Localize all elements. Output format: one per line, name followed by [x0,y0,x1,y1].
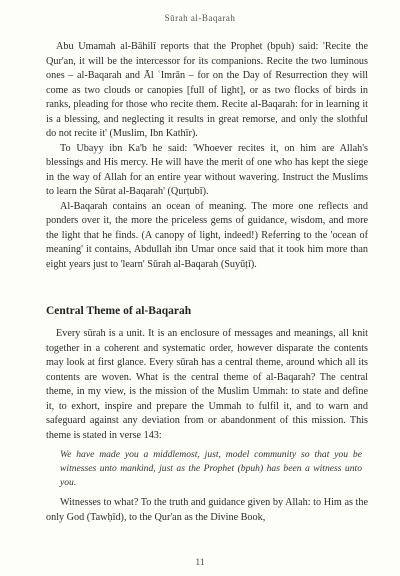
paragraph-ocean-of-meaning: Al-Baqarah contains an ocean of meaning. The more one reflects and ponders over it, the more the priceless gems of guidance, wisdom, and more the light that he finds. (A canopy of light, indeed!) Referring to the 'ocean of meaning' it contains, Abdullah ibn Umar once said that it took him more than eight years just to 'learn' Sūrah al-Baqarah (Suyūṭī). [46,200,368,270]
section-heading: Central Theme of al-Baqarah [46,305,192,317]
page-number: 11 [195,558,205,568]
verse-quotation: We have made you a middlemost, just, model community so that you be witnesses unto mankind, just as the Prophet (bpuh) has been a witness unto you. [60,449,362,488]
paragraph-hadith-ubayy: To Ubayy ibn Ka'b he said: 'Whoever recites it, on him are Allah's blessings and His mercy. He will have the merit of one who has kept the siege in the way of Allah for an entire year without wavering. Instruct the Muslims to learn the Sūrat al-Baqarah' (Qurṭubī). [46,142,368,197]
paragraph-witnesses: Witnesses to what? To the truth and guidance given by Allah: to Him as the only God (Tawḥīd), to the Qur'an as the Divine Book, [46,497,368,523]
body-text-top [46,40,368,272]
paragraph-hadith-abu-umamah: Abu Umamah al-Bāhilī reports that the Prophet (bpuh) said: 'Recite the Qur'an, it will be the intercessor for its companions. Recite the two luminous ones – al-Baqarah and Āl ʿImrān – for on the Day of Resurrection they will come as two clouds or canopies [full of light], or as two flocks of birds in ranks, pleading for those who recite them. Recite al-Baqarah: for in learning it is a blessing, and neglecting it results in great remorse, and only the slothful do not recite it' (Muslim, Ibn Kathīr). [46,41,368,139]
body-text-bottom [46,327,368,525]
running-head: Sūrah al-Baqarah [164,13,236,23]
paragraph-central-theme: Every sūrah is a unit. It is an enclosure of messages and meanings, all knit together in a coherent and systematic order, however disparate the contents may look at first glance. Every sūrah has a central theme, around which all its contents are woven. What is the central theme of al-Baqarah? The central theme, in my view, is the mission of the Muslim Ummah: to state and define it, to exhort, inspire and prepare the Ummah to fulfil it, and to warn and safeguard against any deviation from or abandonment of this mission. This theme is stated in verse 143: [46,328,368,441]
